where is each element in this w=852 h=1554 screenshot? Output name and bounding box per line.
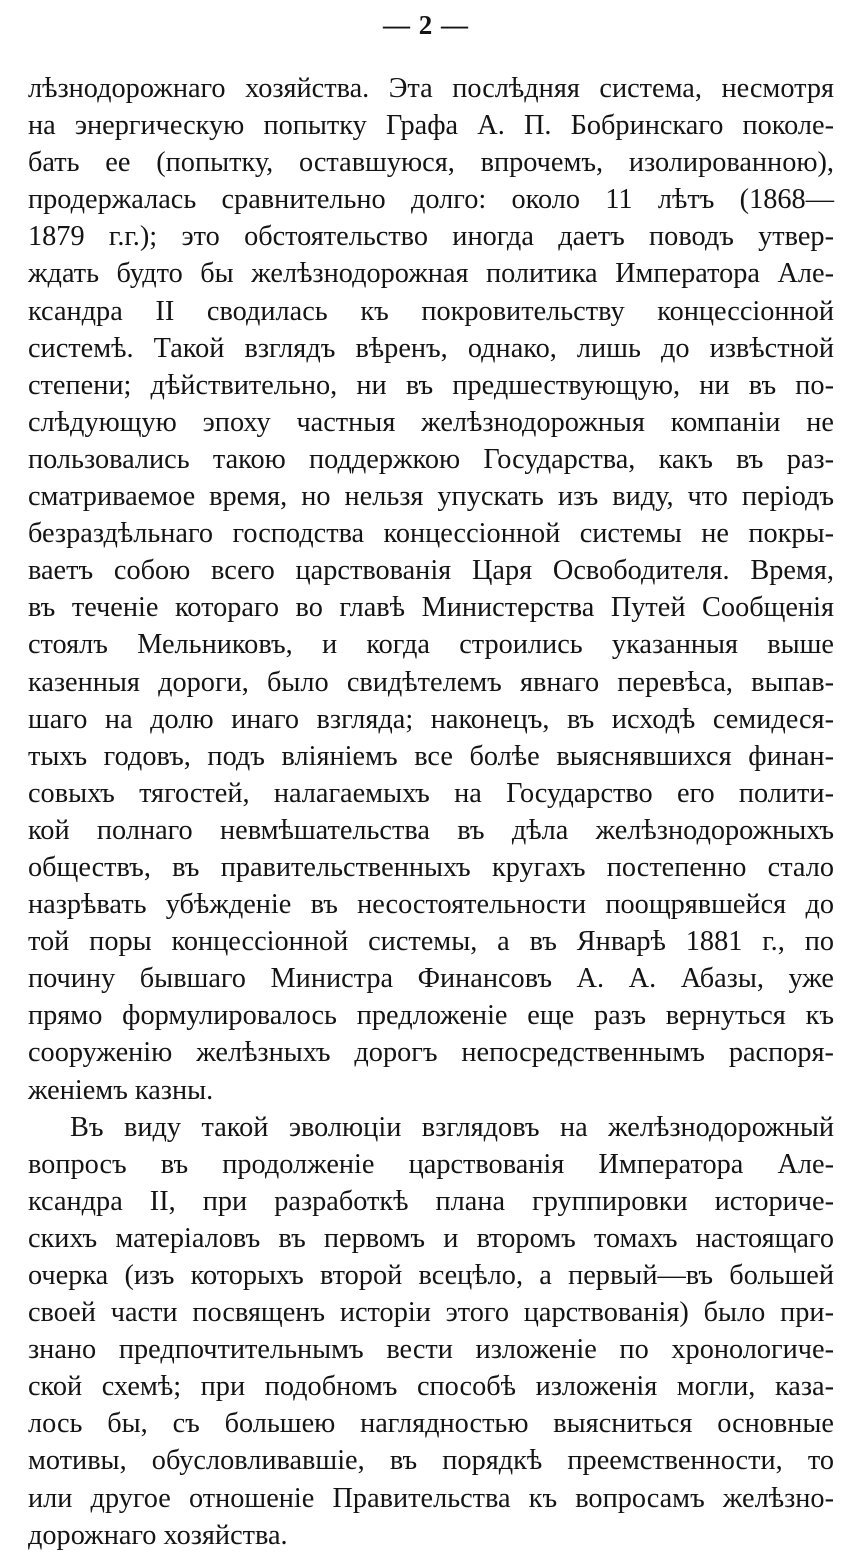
text-line: знано предпочтительнымъ вести изложенiе по хронологиче- <box>28 1334 834 1366</box>
text-line: очерка (изъ которыхъ второй всецѣло, а первый—въ большей <box>28 1260 834 1291</box>
paragraph-2 <box>28 1109 834 1554</box>
text-line: Въ виду такой эволюцiи взглядовъ на желѣзнодорожный <box>70 1111 834 1143</box>
page-number: — 2 — <box>383 10 469 40</box>
text-line: бать ее (попытку, оставшуюся, впрочемъ, изолированною), <box>28 147 834 179</box>
text-line: казенныя дороги, было свидѣтелемъ явнаго перевѣса, выпав- <box>28 666 834 698</box>
text-line: лѣзнодорожнаго хозяйства. Эта послѣдняя система, несмотря <box>28 73 834 104</box>
text-line: ксандра II, при разработкѣ плана группировки историче- <box>28 1185 834 1217</box>
text-line: сматриваемое время, но нельзя упускать изъ виду, что перiодъ <box>28 481 834 513</box>
text-line: вопросъ въ продолженiе царствованiя Императора Але- <box>28 1148 834 1180</box>
text-line: стоялъ Мельниковъ, и когда строились указанныя выше <box>28 629 834 661</box>
text-line: или другое отношенiе Правительства къ вопросамъ желѣзно- <box>28 1482 834 1514</box>
text-line: кой полнаго невмѣшательства въ дѣла желѣзнодорожныхъ <box>28 814 834 846</box>
text-line: продержалась сравнительно долго: около 11 лѣтъ (1868— <box>28 184 834 216</box>
text-line: 1879 г.г.); это обстоятельство иногда даетъ поводъ утвер- <box>28 221 834 253</box>
text-line: слѣдующую эпоху частныя желѣзнодорожныя компанiи не <box>28 406 834 438</box>
text-line: ской схемѣ; при подобномъ способѣ изложенiя могли, каза- <box>28 1371 834 1403</box>
text-line: ждать будто бы желѣзнодорожная политика Императора Але- <box>28 258 834 290</box>
text-line: шаго на долю инаго взгляда; наконецъ, въ исходѣ семидеся- <box>28 703 834 735</box>
text-line: своей части посвященъ исторiи этого царствованiя) было при- <box>28 1297 834 1329</box>
text-line: ваетъ собою всего царствованiя Царя Освободителя. Время, <box>28 555 834 587</box>
text-line: въ теченiе котораго во главѣ Министерства Путей Сообщенiя <box>28 592 834 624</box>
text-line: обществъ, въ правительственныхъ кругахъ постепенно стало <box>28 851 834 883</box>
text-line: прямо формулировалось предложенiе еще разъ вернуться къ <box>28 1000 834 1032</box>
text-line: женiемъ казны. <box>28 1074 214 1106</box>
text-line: сооруженiю желѣзныхъ дорогъ непосредственнымъ распоря- <box>28 1037 834 1069</box>
text-line: скихъ матерiаловъ въ первомъ и второмъ томахъ настоящаго <box>28 1222 834 1254</box>
text-line: на энергическую попытку Графа А. П. Бобринскаго поколе- <box>28 110 834 142</box>
text-line: дорожнаго хозяйства. <box>28 1519 288 1551</box>
text-line: системѣ. Такой взглядъ вѣренъ, однако, лишь до извѣстной <box>28 332 834 364</box>
text-line: лось бы, съ большею наглядностью выясниться основные <box>28 1408 834 1440</box>
text-line: мотивы, обусловливавшiе, въ порядкѣ преемственности, то <box>28 1445 834 1477</box>
text-line: ксандра II сводилась къ покровительству концессiонной <box>28 295 834 327</box>
body-text <box>28 70 834 1554</box>
text-line: совыхъ тягостей, налагаемыхъ на Государство его полити- <box>28 777 834 809</box>
text-line: безраздѣльнаго господства концессiонной системы не покры- <box>28 518 834 550</box>
text-line: той поры концессiонной системы, а въ Январѣ 1881 г., по <box>28 926 834 958</box>
text-line: почину бывшаго Министра Финансовъ А. А. Абазы, уже <box>28 963 834 995</box>
text-line: степени; дѣйствительно, ни въ предшествующую, ни въ по- <box>28 369 834 401</box>
text-line: тыхъ годовъ, подъ влiянiемъ все болѣе выяснявшихся финан- <box>28 740 834 772</box>
text-line: пользовались такою поддержкою Государства, какъ въ раз- <box>28 443 834 475</box>
text-line: назрѣвать убѣжденiе въ несостоятельности поощрявшейся до <box>28 889 834 921</box>
paragraph-1 <box>28 70 834 1109</box>
